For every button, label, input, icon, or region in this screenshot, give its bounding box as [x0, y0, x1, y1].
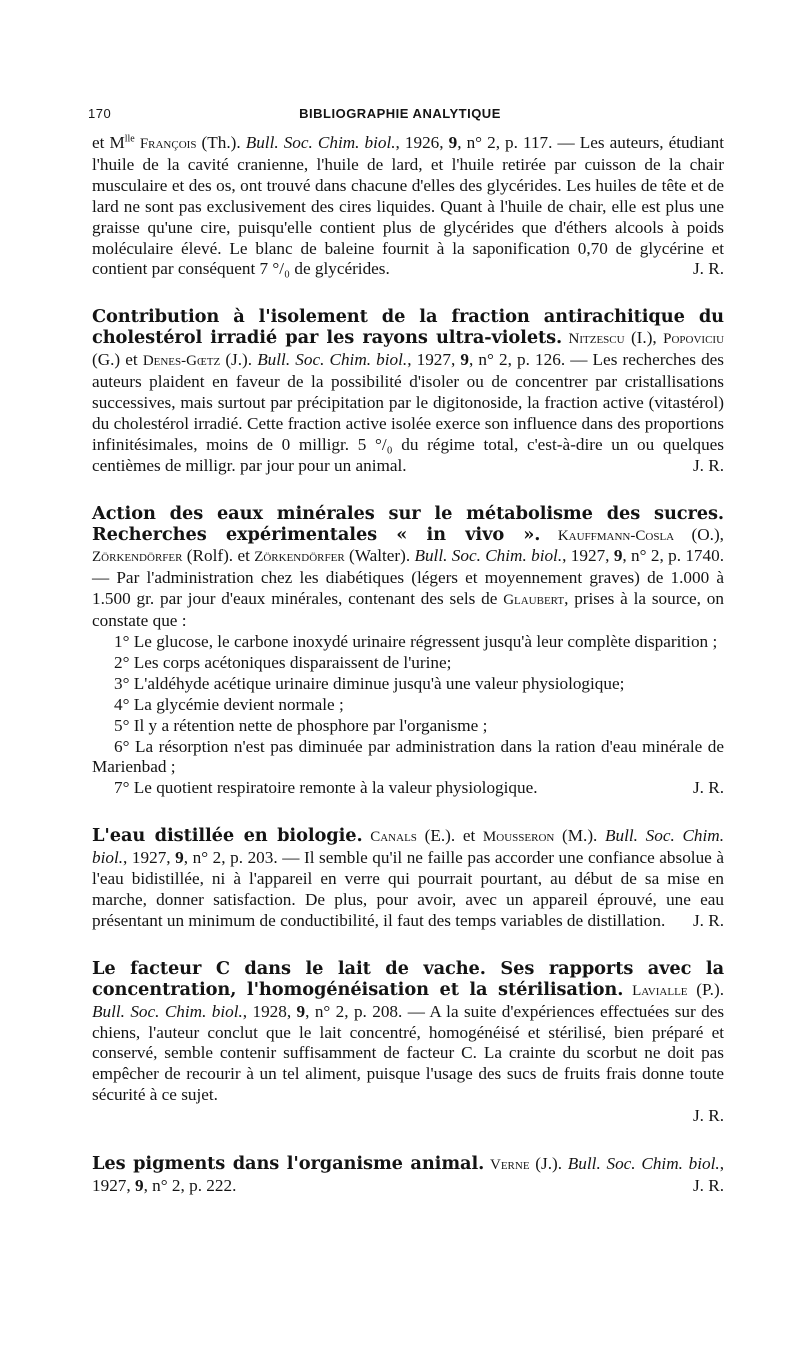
numbered-finding: 2° Les corps acétoniques disparaissent de l'urine; — [114, 652, 452, 672]
article-title: L'eau distillée en biologie. — [92, 825, 363, 847]
author-name: Denes-Gœtz — [142, 353, 221, 370]
abstract-entry: Action des eaux minérales sur le métabolisme des sucres. Recherches expérimentales « in vivo ». Kauffmann-Cosla (O.), Zörkendörfer (Rolf). et Zörkendörfer (Walter). Bull. Soc. Chim. biol., 1927, 9, n° 2, p. 1740. — Par l'administration chez les diabétiques (légers et moyennement graves) de 1.000 à 1.500 gr. par jour d'eaux minérales, contenant des sels de Glaubert, prises à la source, on constate que : — [92, 502, 725, 631]
journal-name: Bull. Soc. Chim. biol. — [257, 350, 408, 370]
journal-name: Bull. Soc. Chim. biol. — [245, 133, 396, 152]
text-column — [92, 133, 724, 1197]
abstract-body: Il semble qu'il ne faille pas accorder une confiance absolue à l'eau bidistillée, ni à l'appareil en verre qui pourrait pourtant, au début de sa mise en marche, donner satisfaction. De plus, pour avoir, avec un appareil éprouvé, une eau présentant un minimum de conductibilité, il faut des temps variables de distillation. — [92, 848, 724, 930]
author-name: Zörkendörfer — [254, 549, 345, 566]
signature: J. R. — [692, 1175, 724, 1195]
author-name: Verne — [489, 1157, 530, 1174]
numbered-finding: 1° Le glucose, le carbone inoxydé urinaire régressent jusqu'à leur complète disparition ; — [114, 632, 718, 652]
abstract-body: Les recherches des auteurs plaident en faveur de la possibilité d'isoler ou de concentrer par cristallisations successives, mais surtout par précipitation par le digitonoside, la fraction active (vitastérol) du cholestérol irradié. Cette fraction active isolée exerce son influence dans des proportions infinitésimales, moins de 0 milligr. 5 °/₀ du régime total, c'est-à-dire un ou quelques centièmes de milligr. par jour pour un animal. — [92, 350, 725, 475]
article-title: Le facteur C dans le lait de vache. Ses rapports avec la concentration, l'homogénéisation et la stérilisation. — [92, 957, 724, 1000]
volume-number: 9 — [296, 1001, 306, 1021]
signature: J. R. — [692, 455, 724, 475]
signature: J. R. — [692, 1106, 724, 1126]
signature: J. R. — [692, 910, 724, 930]
volume-number: 9 — [613, 546, 623, 566]
author-name: Mousseron — [482, 829, 555, 846]
abstract-entry: Contribution à l'isolement de la fraction antirachitique du cholestérol irradié par les rayons ultra-violets. Nitzescu (I.), Popoviciu (G.) et Denes-Gœtz (J.). Bull. Soc. Chim. biol., 1927, 9, n° 2, p. 126. — Les recherches des auteurs plaident en faveur de la possibilité d'isoler ou de concentrer par cristallisations successives, mais surtout par précipitation par le digitonoside, la fraction active (vitastérol) du cholestérol irradié. Cette fraction active isolée exerce son influence dans des proportions infinitésimales, moins de 0 milligr. 5 °/₀ du régime total, c'est-à-dire un ou quelques centièmes de milligr. par jour pour un animal. J. R. — [92, 306, 725, 475]
numbered-finding: 7° Le quotient respiratoire remonte à la valeur physiologique. J. R. — [114, 778, 724, 798]
author-name: Popoviciu — [663, 331, 725, 348]
numbered-finding: 6° La résorption n'est pas diminuée par administration dans la ration d'eau minérale de Marienbad ; — [92, 736, 724, 777]
journal-name: Bull. Soc. Chim. biol. — [567, 1154, 720, 1174]
author-name: Lavialle — [632, 982, 688, 999]
running-title: BIBLIOGRAPHIE ANALYTIQUE — [299, 106, 501, 121]
page-header — [0, 100, 800, 124]
author-name: François — [139, 136, 197, 152]
volume-number: 9 — [448, 133, 458, 152]
volume-number: 9 — [134, 1175, 144, 1195]
numbered-finding: 3° L'aldéhyde acétique urinaire diminue jusqu'à une valeur physiologique; — [114, 673, 625, 693]
volume-number: 9 — [460, 350, 469, 370]
journal-name: Bull. Soc. Chim. biol. — [414, 546, 563, 566]
journal-name: Bull. Soc. Chim. biol. — [92, 1001, 243, 1021]
author-name: Canals — [370, 829, 417, 846]
abstract-body: Par l'administration chez les diabétiques (légers et moyennement graves) de 1.000 à 1.500 gr. par jour d'eaux minérales, contenant des sels de — [92, 568, 724, 609]
abstract-body: Les auteurs, étudiant l'huile de la cavité cranienne, l'huile de lard, et l'huile retirée par cuisson de la chair musculaire et des os, ont trouvé dans chacune d'elles des glycérides. Les huiles de tête et de lard ne sont pas exclusivement des cires liquides. Quant à l'huile de chair, elle est plus une graisse qu'une cire, puisqu'elle contient plus de glycérides que d'éthers alcools à poids moléculaire élevé. Le blanc de baleine fournit à la saponification 0,70 de glycérine et contient par conséquent 7 °/₀ de glycérides. — [92, 133, 724, 279]
journal-name: Bull. Soc. Chim. biol. — [92, 826, 724, 868]
author-name: Kauffmann-Cosla — [557, 527, 675, 544]
article-title: Contribution à l'isolement de la fraction antirachitique du cholestérol irradié par les rayons ultra-violets. — [92, 306, 724, 349]
abstract-entry: Le facteur C dans le lait de vache. Ses rapports avec la concentration, l'homogénéisation et la stérilisation. Lavialle (P.). Bull. Soc. Chim. biol., 1928, 9, n° 2, p. 208. — A la suite d'expériences effectuées sur des chiens, l'auteur conclut que le lait concentré, homogénéisé et stérilisé, bien préparé et conservé, semble contenir suffisamment de facteur C. La crainte du scorbut ne doit pas empêcher de recourir à un tel aliment, puisque l'usage des sucs de fruits frais donne toute sécurité à ce sujet. — [92, 957, 725, 1105]
page-number: 170 — [88, 106, 112, 121]
author-name: Zörkendörfer — [92, 549, 183, 566]
numbered-finding: 4° La glycémie devient normale ; — [114, 694, 344, 714]
author-name: Nitzescu — [568, 331, 625, 348]
volume-number: 9 — [175, 848, 184, 868]
article-title: Les pigments dans l'organisme animal. — [92, 1153, 485, 1175]
numbered-finding: 5° Il y a rétention nette de phosphore par l'organisme ; — [114, 715, 488, 735]
abstract-body: A la suite d'expériences effectuées sur des chiens, l'auteur conclut que le lait concentré, homogénéisé et stérilisé, bien préparé et conservé, semble contenir suffisamment de facteur C. La crainte du scorbut ne doit pas empêcher de recourir à un tel aliment, puisque l'usage des sucs de fruits frais donne toute sécurité à ce sujet. — [92, 1001, 725, 1105]
abstract-entry-continued: et $M^{lle}$ François (Th.). Bull. Soc. Chim. biol., 1926, 9, n° 2, p. 117. — Les auteurs, étudiant l'huile de la cavité cranienne, l'huile de lard, et l'huile retirée par cuisson de la chair musculaire et des os, ont trouvé dans chacune d'elles des glycérides. Les huiles de tête et de lard ne sont pas exclusivement des cires liquides. Quant à l'huile de chair, elle est plus une graisse qu'une cire, puisqu'elle contient plus de glycérides que d'éthers alcools à poids moléculaire élevé. Le blanc de baleine fournit à la saponification 0,70 de glycérine et contient par conséquent 7 °/₀ de glycérides. J. R. — [92, 133, 724, 279]
abstract-entry: L'eau distillée en biologie. Canals (E.). et Mousseron (M.). Bull. Soc. Chim. biol., 1927, 9, n° 2, p. 203. — Il semble qu'il ne faille pas accorder une confiance absolue à l'eau bidistillée, ni à l'appareil en verre qui pourrait pourtant, au début de sa mise en marche, donner satisfaction. De plus, pour avoir, avec un appareil éprouvé, une eau présentant un minimum de conductibilité, il faut des temps variables de distillation. J. R. — [92, 825, 724, 930]
signature: J. R. — [692, 259, 724, 279]
proper-name: Glaubert — [503, 592, 565, 609]
abstract-entry: Les pigments dans l'organisme animal. Verne (J.). Bull. Soc. Chim. biol., 1927, 9, n° 2, p. 222. J. R. — [92, 1153, 724, 1195]
article-title: Action des eaux minérales sur le métabolisme des sucres. Recherches expérimentales « in vivo ». — [92, 502, 724, 545]
signature: J. R. — [692, 778, 724, 798]
